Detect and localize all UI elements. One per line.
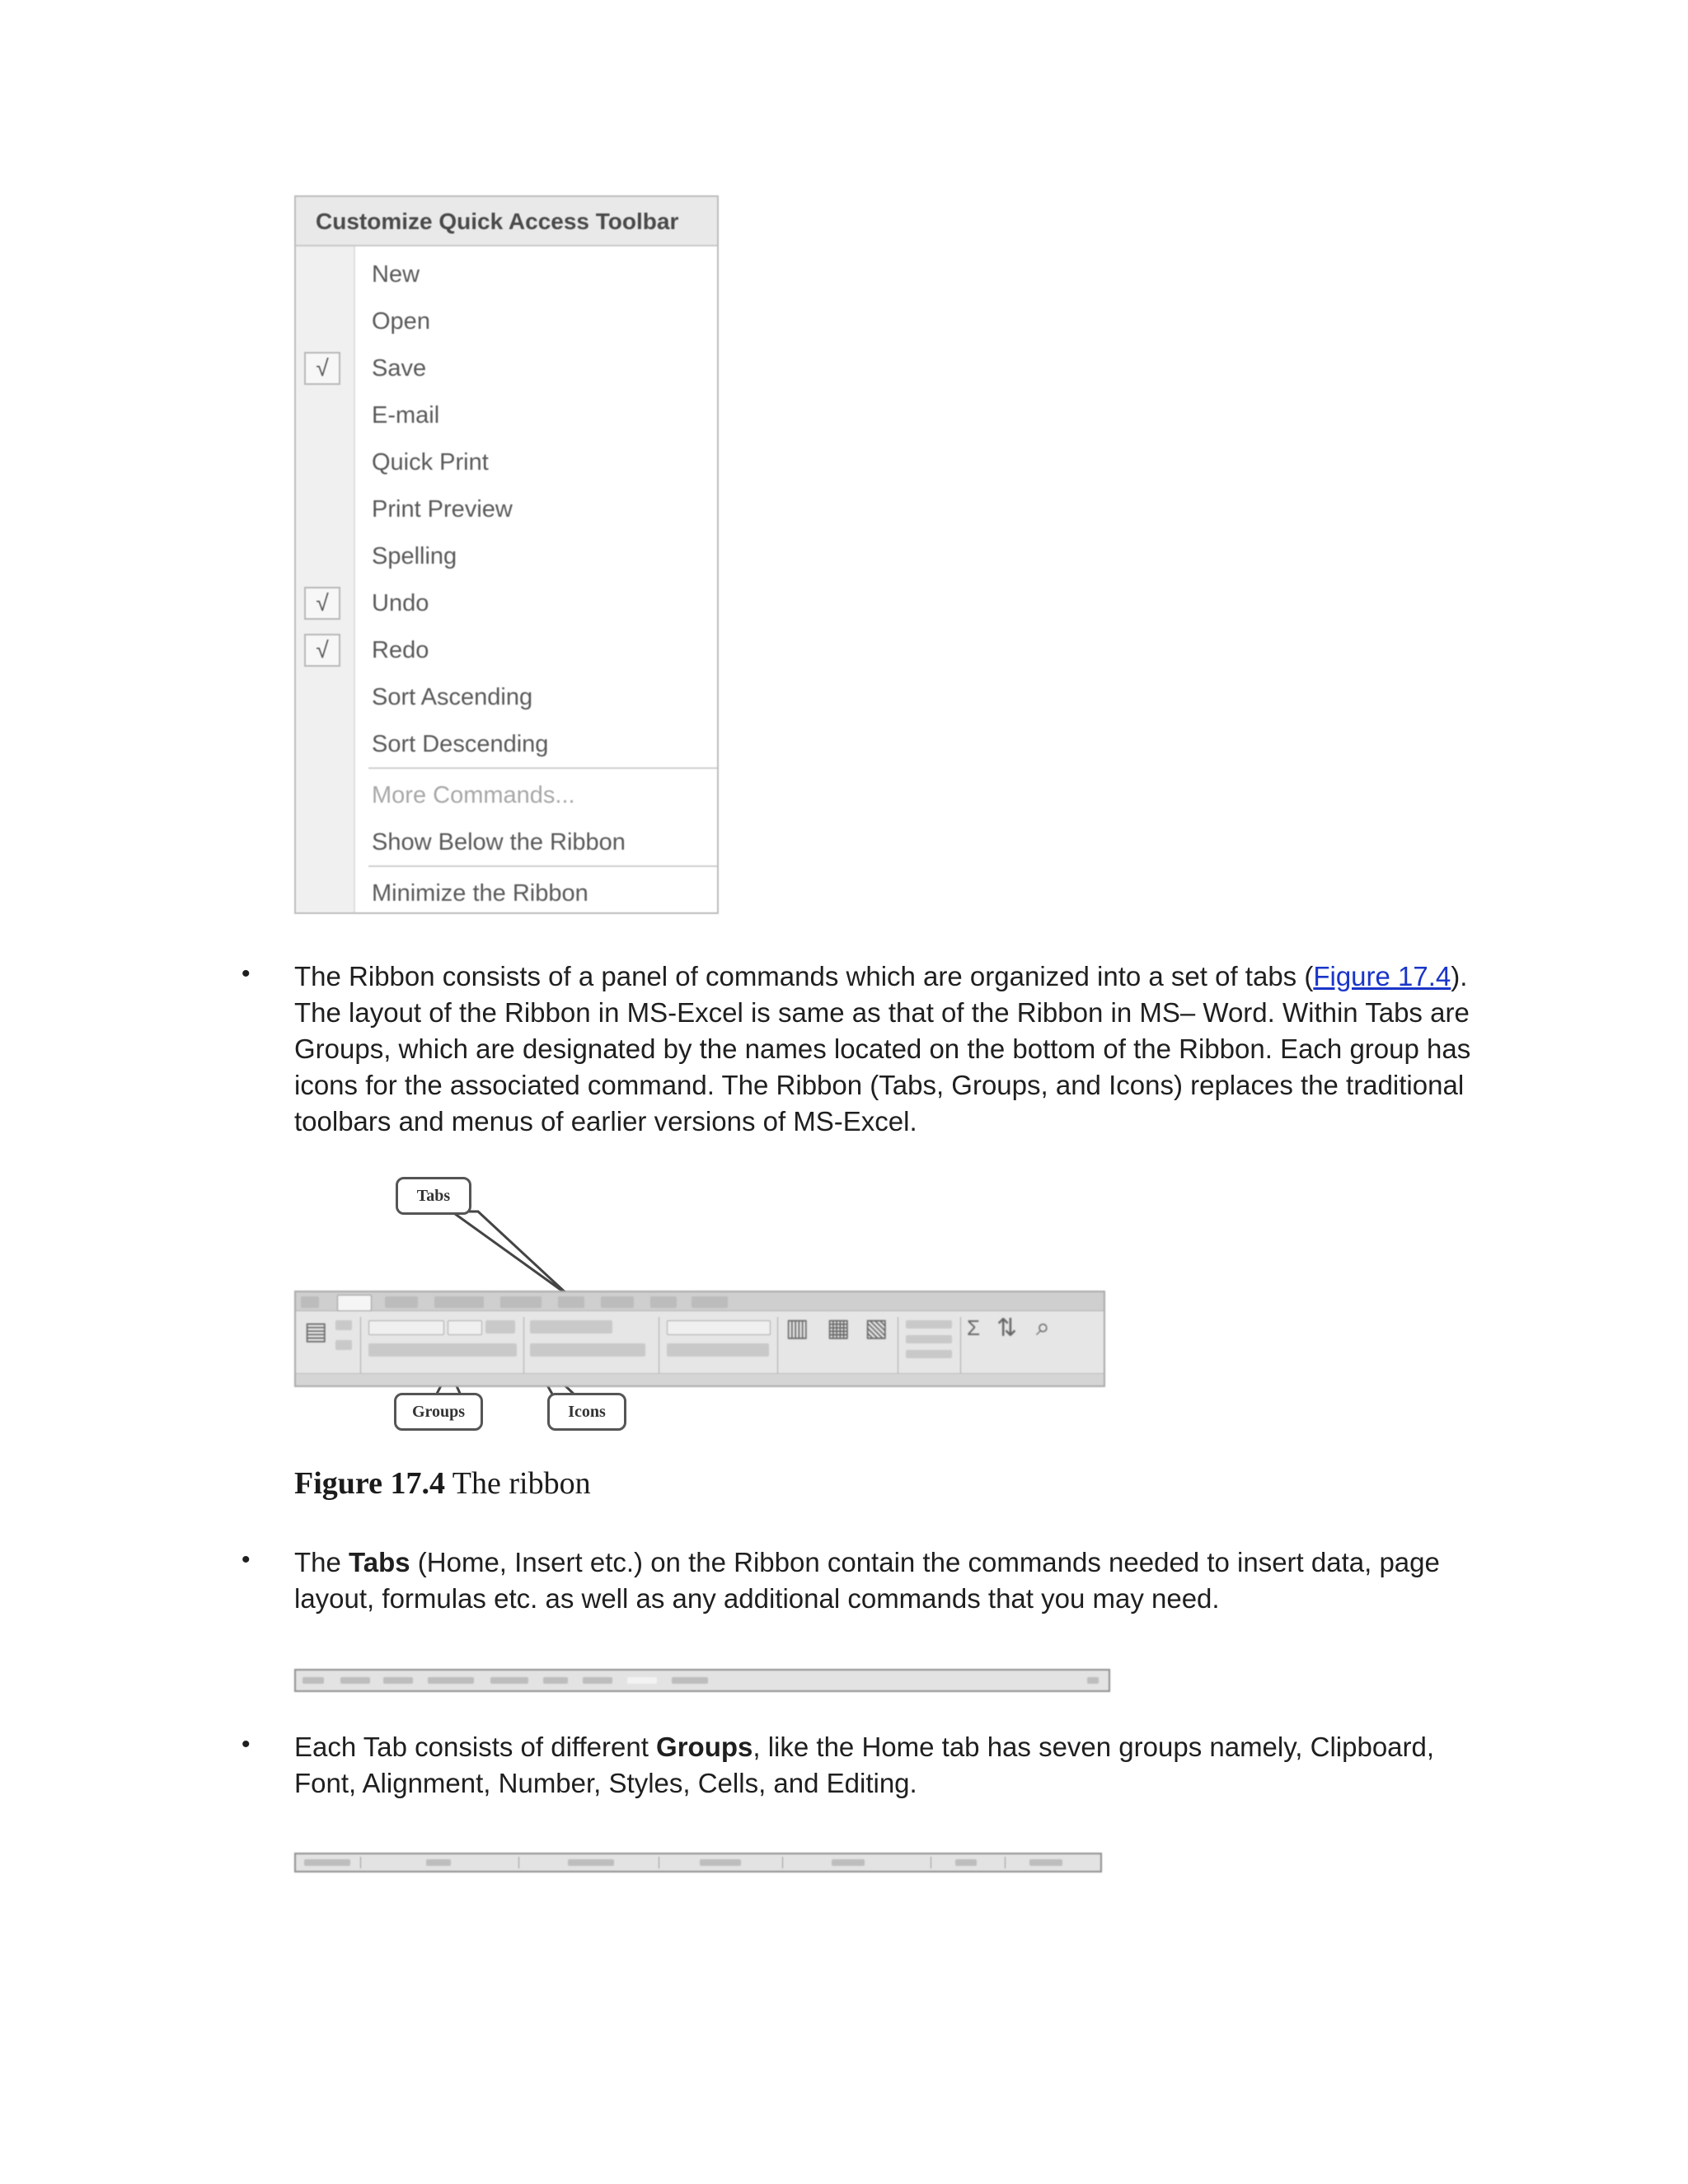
ribbon-tabs-strip xyxy=(294,1669,1110,1692)
group-strip-label xyxy=(700,1859,741,1866)
cut-icon xyxy=(335,1320,352,1330)
group-strip-label xyxy=(568,1859,614,1866)
paragraph-ribbon-intro xyxy=(294,958,1481,1140)
ribbon-group-labels xyxy=(296,1373,1104,1385)
tab-strip-item xyxy=(672,1677,708,1684)
group-strip-divider xyxy=(1005,1857,1006,1868)
menu-item-minimize-ribbon[interactable]: Minimize the Ribbon xyxy=(372,880,588,907)
ribbon-tab xyxy=(692,1296,728,1308)
menu-item-undo[interactable]: Undo xyxy=(372,590,429,616)
figure-caption xyxy=(294,1465,591,1502)
bullet-icon: • xyxy=(241,1731,251,1758)
group-strip-divider xyxy=(518,1857,519,1868)
menu-item-new[interactable]: New xyxy=(372,261,420,288)
menu-item-spelling[interactable]: Spelling xyxy=(372,543,457,569)
menu-item-email[interactable]: E-mail xyxy=(372,402,440,429)
conditional-formatting-icon: ▥ xyxy=(785,1315,809,1342)
checkmark-icon: √ xyxy=(304,634,340,667)
menu-item-redo[interactable]: Redo xyxy=(372,637,429,663)
group-strip-divider xyxy=(360,1857,361,1868)
ribbon-tab xyxy=(500,1296,542,1308)
menu-item-show-below-ribbon[interactable]: Show Below the Ribbon xyxy=(372,829,626,855)
paragraph-text: The xyxy=(294,1547,349,1577)
paragraph-groups xyxy=(294,1729,1481,1802)
ribbon-groups-strip xyxy=(294,1853,1102,1872)
font-format-icons xyxy=(368,1343,517,1357)
callout-tabs: Tabs xyxy=(396,1177,471,1215)
quick-access-menu-title: Customize Quick Access Toolbar xyxy=(296,197,717,246)
checkmark-icon: √ xyxy=(304,352,340,385)
font-grow-icon xyxy=(485,1320,515,1333)
ribbon-tab xyxy=(337,1295,372,1311)
bold-term: Groups xyxy=(656,1732,753,1762)
menu-check-gutter xyxy=(296,246,355,912)
group-separator xyxy=(360,1317,361,1373)
tabs-pointer xyxy=(452,1212,569,1296)
ribbon-image xyxy=(294,1291,1105,1387)
group-separator xyxy=(960,1317,961,1373)
group-separator xyxy=(523,1317,524,1373)
quick-access-menu xyxy=(294,195,719,914)
group-strip-divider xyxy=(782,1857,783,1868)
ribbon-tab xyxy=(650,1296,677,1308)
paragraph-text: (Home, Insert etc.) on the Ribbon contain the commands needed to insert data, page layout, formulas etc. as well as any additional commands that you may need. xyxy=(294,1547,1440,1614)
copy-icon xyxy=(335,1340,352,1350)
paragraph-text: The layout of the Ribbon in MS-Excel is same as that of the Ribbon in MS– Word. Within Tabs are Groups, which are designated by the names located on the bottom of the Ribbon. Each group has icons for the associated command. The Ribbon (Tabs, Groups, and Icons) replaces the traditional toolbars and menus of earlier versions of MS-Excel. xyxy=(294,997,1471,1137)
tab-strip-item xyxy=(543,1677,568,1684)
find-select-icon: ⌕ xyxy=(1036,1314,1050,1341)
bullet-icon: • xyxy=(241,960,251,987)
callout-groups: Groups xyxy=(394,1393,483,1431)
group-strip-label xyxy=(955,1859,977,1866)
office-button-icon xyxy=(301,1296,319,1308)
group-strip-label xyxy=(1029,1859,1062,1866)
menu-item-sort-ascending[interactable]: Sort Ascending xyxy=(372,684,533,710)
group-separator xyxy=(777,1317,778,1373)
tab-strip-item xyxy=(583,1677,612,1684)
ribbon-tab xyxy=(601,1296,634,1308)
figure-caption-text: The ribbon xyxy=(452,1466,591,1501)
checkmark-icon: √ xyxy=(304,587,340,620)
menu-item-open[interactable]: Open xyxy=(372,308,430,335)
paragraph-text: ). xyxy=(1451,961,1468,991)
paragraph-tabs xyxy=(294,1544,1481,1617)
tab-strip-item xyxy=(428,1677,474,1684)
paragraph-text: The Ribbon consists of a panel of commands which are organized into a set of tabs ( xyxy=(294,961,1314,991)
group-strip-label xyxy=(832,1859,865,1866)
tab-strip-item xyxy=(340,1677,370,1684)
paragraph-text: Each Tab consists of different xyxy=(294,1732,657,1762)
group-strip-label xyxy=(426,1859,451,1866)
paste-icon: ▤ xyxy=(304,1318,328,1345)
bullet-icon: • xyxy=(241,1546,251,1573)
sort-filter-icon: ⇅ xyxy=(996,1315,1018,1342)
delete-cells-icon xyxy=(906,1335,952,1343)
ribbon-tab-bar xyxy=(296,1292,1104,1311)
number-format-box xyxy=(667,1320,771,1335)
menu-item-sort-descending[interactable]: Sort Descending xyxy=(372,731,549,757)
format-as-table-icon: ▦ xyxy=(827,1315,851,1342)
menu-item-more-commands[interactable]: More Commands... xyxy=(372,782,575,808)
format-cells-icon xyxy=(906,1350,952,1358)
sum-icon: Σ xyxy=(967,1315,981,1340)
paragraph-text: , like the Home tab has seven groups namely, Clipboard, Font, Alignment, Number, Styles, Cells, and Editing. xyxy=(294,1732,1435,1798)
menu-separator xyxy=(368,767,717,769)
ribbon-tab xyxy=(385,1296,418,1308)
figure-number: Figure 17.4 xyxy=(294,1466,445,1501)
alignment-icons xyxy=(530,1343,645,1357)
cell-styles-icon: ▧ xyxy=(865,1315,889,1342)
figure-link[interactable]: Figure 17.4 xyxy=(1313,961,1451,991)
menu-item-save[interactable]: Save xyxy=(372,355,427,382)
office-button-icon xyxy=(302,1677,324,1684)
help-icon xyxy=(1087,1677,1099,1684)
tab-strip-item xyxy=(490,1677,528,1684)
font-size-box xyxy=(448,1320,482,1335)
group-strip-label xyxy=(304,1859,350,1866)
number-icons xyxy=(667,1343,769,1357)
font-name-box xyxy=(368,1320,444,1335)
menu-item-print-preview[interactable]: Print Preview xyxy=(372,496,513,523)
menu-separator xyxy=(368,865,717,867)
ribbon-tab xyxy=(558,1296,584,1308)
bold-term: Tabs xyxy=(349,1547,410,1577)
callout-icons: Icons xyxy=(547,1393,626,1431)
tab-strip-item-active xyxy=(627,1677,657,1684)
ribbon-tab xyxy=(434,1296,484,1308)
insert-cells-icon xyxy=(906,1320,952,1329)
alignment-icons xyxy=(530,1320,612,1333)
tab-strip-item xyxy=(383,1677,413,1684)
menu-item-quick-print[interactable]: Quick Print xyxy=(372,449,489,476)
